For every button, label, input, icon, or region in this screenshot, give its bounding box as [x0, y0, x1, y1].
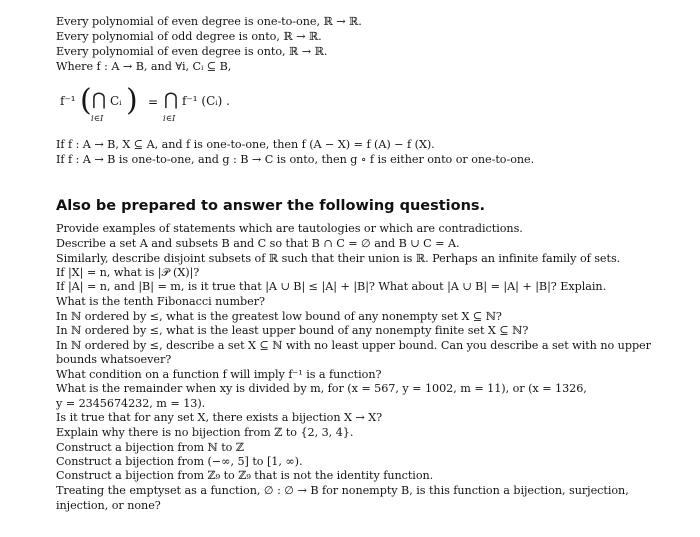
preimage-intersection-formula: [60, 83, 320, 130]
question-5: If |A| = n, and |B| = m, is it true that |A ∪ B| ≤ |A| + |B|? What about |A ∪ B| = |A| + |B|? Explain.: [56, 280, 607, 293]
question-2: Describe a set A and subsets B and C so that B ∩ C = ∅ and B ∪ C = A.: [56, 237, 460, 250]
index-right: i∈I: [163, 114, 176, 124]
rhs: f⁻¹ (Cᵢ) .: [182, 94, 230, 108]
question-16: Construct a bijection from ℤ₉ to ℤ₉ that is not the identity function.: [56, 469, 434, 482]
question-4: If |X| = n, what is |𝒫 (X)|?: [56, 266, 200, 279]
statement-5: If f : A → B, X ⊆ A, and f is one-to-one, then f (A − X) = f (A) − f (X).: [56, 138, 435, 151]
statement-2: Every polynomial of odd degree is onto, ℝ → ℝ.: [56, 30, 322, 43]
statement-3: Every polynomial of even degree is onto, ℝ → ℝ.: [56, 45, 328, 58]
big-cap-right: ⋂: [164, 90, 178, 110]
question-17: Treating the emptyset as a function, ∅ : ∅ → B for nonempty B, is this function a bijection, surjection,: [56, 484, 629, 497]
right-paren: ): [126, 83, 138, 118]
section-heading: Also be prepared to answer the following questions.: [56, 198, 486, 214]
statement-1: Every polynomial of even degree is one-to-one, ℝ → ℝ.: [56, 15, 362, 28]
question-15: Construct a bijection from (−∞, 5] to [1, ∞).: [56, 455, 303, 468]
question-14: Construct a bijection from ℕ to ℤ: [56, 441, 244, 454]
index-left: i∈I: [91, 114, 104, 124]
question-11: What is the remainder when xy is divided by m, for (x = 567, y = 1002, m = 11), or (x = 1326,: [56, 382, 587, 395]
question-1: Provide examples of statements which are tautologies or which are contradictions.: [56, 222, 523, 235]
statement-6: If f : A → B is one-to-one, and g : B → C is onto, then g ∘ f is either onto or one-to-one.: [56, 153, 535, 166]
question-17-cont: injection, or none?: [56, 499, 161, 512]
question-12: Is it true that for any set X, there exists a bijection X → X?: [56, 411, 383, 424]
question-8: In ℕ ordered by ≤, what is the least upper bound of any nonempty finite set X ⊆ ℕ?: [56, 324, 529, 337]
question-3: Similarly, describe disjoint subsets of ℝ such that their union is ℝ. Perhaps an infinite family of sets.: [56, 252, 621, 265]
equals-sign: =: [148, 95, 159, 109]
statement-4: Where f : A → B, and ∀i, Cᵢ ⊆ B,: [56, 60, 232, 73]
big-cap-left: ⋂: [92, 90, 106, 110]
f-inverse-left: f⁻¹: [60, 94, 76, 108]
question-6: What is the tenth Fibonacci number?: [56, 295, 265, 308]
question-7: In ℕ ordered by ≤, what is the greatest low bound of any nonempty set X ⊆ ℕ?: [56, 310, 502, 323]
question-13: Explain why there is no bijection from ℤ to {2, 3, 4}.: [56, 426, 354, 439]
question-9-cont: bounds whatsoever?: [56, 353, 172, 366]
c-i-left: Cᵢ: [110, 94, 122, 108]
question-10: What condition on a function f will imply f⁻¹ is a function?: [56, 368, 382, 381]
left-paren: (: [80, 83, 92, 118]
question-9: In ℕ ordered by ≤, describe a set X ⊆ ℕ with no least upper bound. Can you describe a set with no upper: [56, 339, 651, 352]
question-11-cont: y = 2345674232, m = 13).: [56, 397, 206, 410]
